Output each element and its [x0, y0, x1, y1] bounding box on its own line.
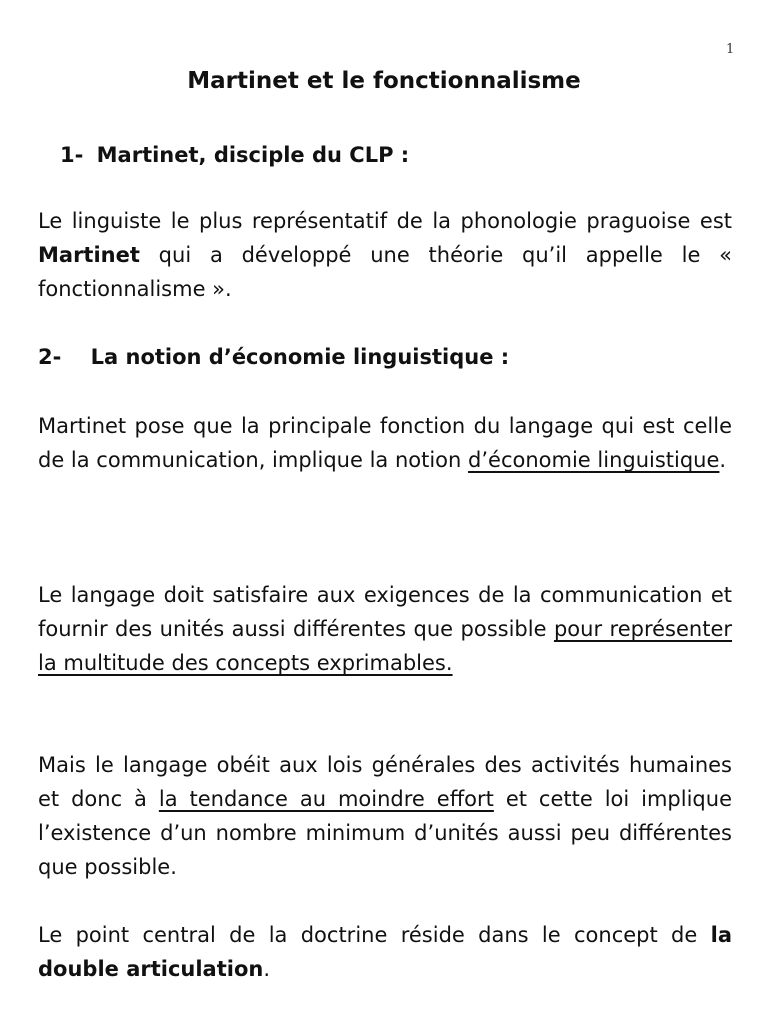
section-1-paragraph — [38, 204, 732, 306]
paragraph-underlined-text: d’économie linguistique — [468, 448, 720, 472]
section-1-heading — [60, 140, 409, 170]
section-2-paragraph-3 — [38, 748, 732, 884]
paragraph-text: . — [263, 957, 271, 981]
section-2-paragraph-1 — [38, 409, 732, 477]
paragraph-text: et cette loi implique l’existence d’un nombre minimum d’unités aussi peu différentes que possible. — [38, 787, 732, 879]
paragraph-bold-text: la double articulation — [38, 923, 732, 981]
paragraph-text: Le point central de la doctrine réside dans le concept de — [38, 923, 711, 947]
section-2-number: 2- — [38, 345, 62, 369]
paragraph-text: Le linguiste le plus représentatif de la phonologie praguoise est — [38, 209, 732, 233]
document-title: Martinet et le fonctionnalisme — [187, 68, 581, 94]
paragraph-underlined-text: pour représenter la multitude des concepts exprimables. — [38, 617, 732, 675]
paragraph-text: qui a développé une théorie qu’il appelle le « fonctionnalisme ». — [38, 243, 732, 301]
section-2-heading-text: La notion d’économie linguistique : — [90, 345, 510, 369]
section-1-heading-text: Martinet, disciple du CLP : — [96, 143, 410, 167]
paragraph-text: Martinet pose que la principale fonction du langage qui est celle de la communication, implique la notion — [38, 414, 732, 472]
paragraph-bold-text: Martinet — [38, 243, 140, 267]
section-1-number: 1- — [60, 143, 84, 167]
section-2-paragraph-2 — [38, 578, 732, 680]
paragraph-underlined-text: la tendance au moindre effort — [158, 787, 494, 811]
page-number: 1 — [726, 42, 735, 57]
section-2-heading — [38, 342, 509, 372]
paragraph-text: Mais le langage obéit aux lois générales des activités humaines et donc à — [38, 753, 732, 811]
section-2-paragraph-4 — [38, 918, 732, 986]
paragraph-text: Le langage doit satisfaire aux exigences de la communication et fournir des unités aussi différentes que possible — [38, 583, 732, 641]
paragraph-text: . — [719, 448, 727, 472]
